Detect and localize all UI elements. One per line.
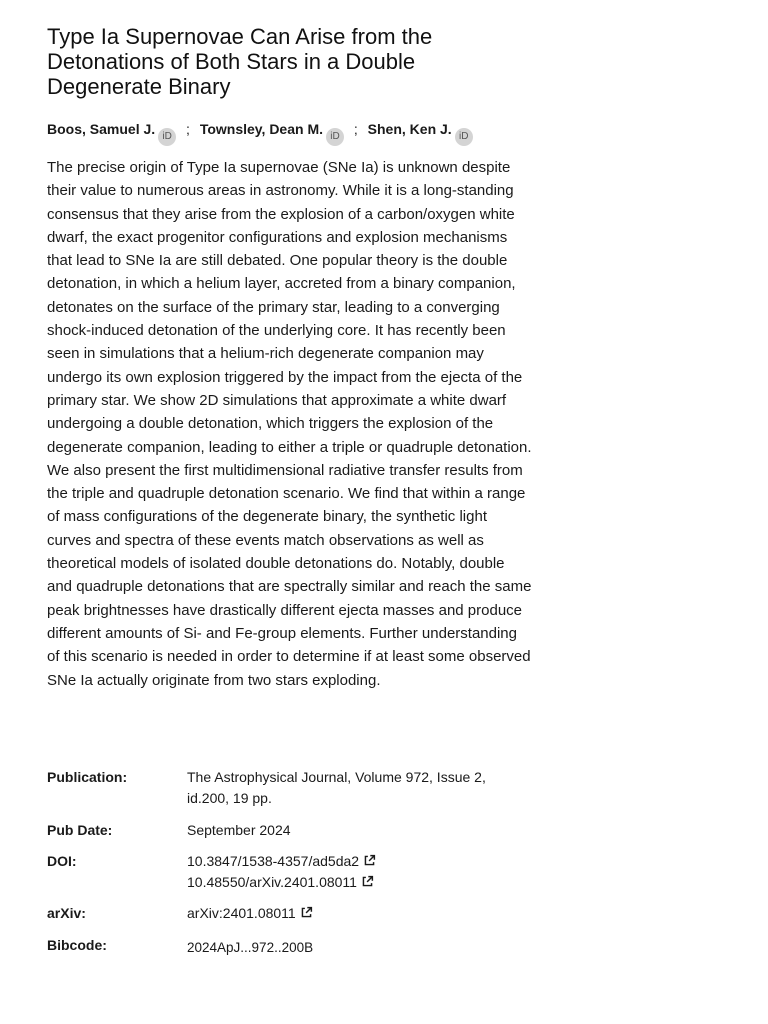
doi-entry <box>187 851 527 872</box>
author-entry <box>196 121 348 142</box>
bibcode-value: 2024ApJ...972..200B <box>187 940 314 955</box>
doi-label: DOI: <box>47 853 77 869</box>
external-link-icon[interactable] <box>300 906 313 919</box>
publication-value: The Astrophysical Journal, Volume 972, Issue 2, id.200, 19 pp. <box>187 769 486 806</box>
abstract-text: The precise origin of Type Ia supernovae (SNe Ia) is unknown despite their value to numerous areas in astronomy. While it is a long-standing consensus that they arise from the explosion of a carbon/oxygen white dwarf, the exact progenitor configurations and explosion mechanisms that lead to SNe Ia are still debated. One popular theory is the double detonation, in which a helium layer, accreted from a binary companion, detonates on the surface of the primary star, leading to a converging shock-induced detonation of the underlying core. It has recently been seen in simulations that a helium-rich degenerate companion may undergo its own explosion triggered by the impact from the ejecta of the primary star. We show 2D simulations that approximate a white dwarf undergoing a double detonation, which triggers the explosion of the degenerate companion, leading to either a triple or quadruple detonation. We also present the first multidimensional radiative transfer results from the triple and quadruple detonation scenario. We find that within a range of mass configurations of the degenerate binary, the synthetic light curves and spectra of these events match observations as well as theoretical models of isolated double detonations do. Notably, double and quadruple detonations that are spectrally similar and reach the same peak brightnesses have drastically different ejecta masses and produce different amounts of Si- and Fe-group elements. Further understanding of this scenario is needed in order to determine if at least some observed SNe Ia actually originate from two stars exploding. <box>47 159 532 689</box>
pub-date-value: September 2024 <box>187 822 291 838</box>
author-link[interactable]: Townsley, Dean M. <box>199 121 323 137</box>
doi-link[interactable]: 10.3847/1538-4357/ad5da2 <box>187 853 360 869</box>
paper-title: Type Ia Supernovae Can Arise from the Detonations of Both Stars in a Double Degenerate Binary <box>47 24 433 99</box>
pub-date-label: Pub Date: <box>47 822 113 838</box>
author-list <box>47 119 473 146</box>
author-link[interactable]: Boos, Samuel J. <box>47 121 156 137</box>
bibcode-label: Bibcode: <box>47 937 107 953</box>
doi-values <box>187 851 527 893</box>
external-link-icon[interactable] <box>361 875 374 888</box>
author-link[interactable]: Shen, Ken J. <box>367 121 452 137</box>
arxiv-label: arXiv: <box>47 905 86 921</box>
arxiv-value <box>187 903 527 924</box>
doi-entry <box>187 872 527 893</box>
doi-link[interactable]: 10.48550/arXiv.2401.08011 <box>187 874 357 890</box>
author-separator: ; <box>353 121 358 137</box>
orcid-icon[interactable]: iD <box>455 128 473 146</box>
arxiv-link[interactable]: arXiv:2401.08011 <box>187 905 296 921</box>
publication-label: Publication: <box>47 769 128 785</box>
author-entry <box>364 121 473 142</box>
external-link-icon[interactable] <box>363 854 376 867</box>
author-separator: ; <box>186 121 190 137</box>
orcid-icon[interactable]: iD <box>158 128 176 146</box>
orcid-icon[interactable]: iD <box>326 128 344 146</box>
author-entry <box>47 121 180 142</box>
